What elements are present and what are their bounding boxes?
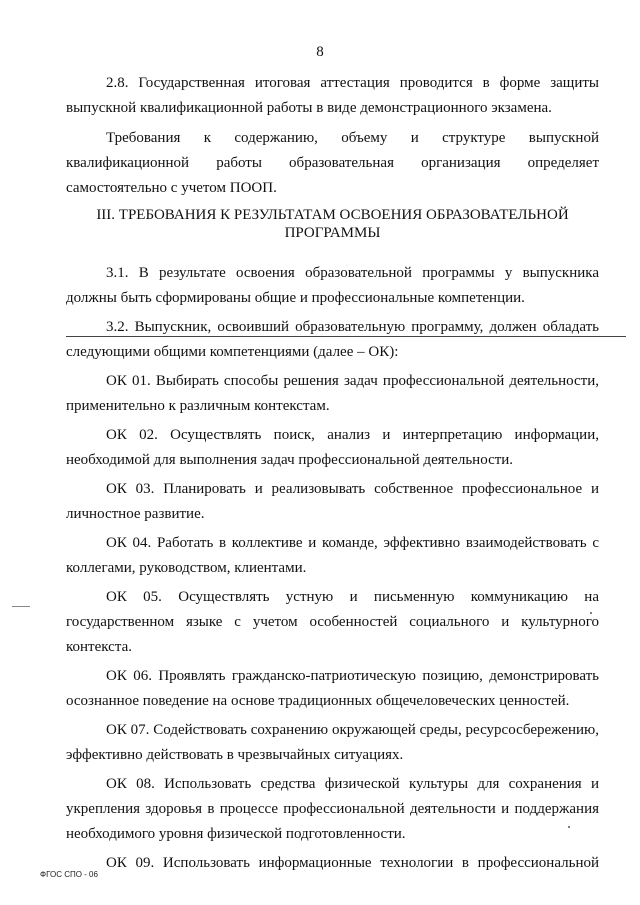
competence-ok-06: ОК 06. Проявлять гражданско-патриотическую позицию, демонстрировать осознанное поведение на основе традиционных общечеловеческих ценностей. — [66, 668, 599, 709]
section-3-body — [66, 261, 599, 876]
section-3-heading-line-2: ПРОГРАММЫ — [284, 225, 381, 241]
paragraph-vkr-requirements: Требования к содержанию, объему и структуре выпускной квалификационной работы образовательная организация определяет самостоятельно с учетом ПООП. — [66, 130, 599, 196]
scan-artifact-line — [66, 336, 626, 337]
scan-artifact-mark — [12, 606, 30, 607]
paragraph-3-2: 3.2. Выпускник, освоивший образовательную программу, должен обладать следующими общими компетенциями (далее – ОК): — [66, 319, 599, 360]
competence-ok-04: ОК 04. Работать в коллективе и команде, эффективно взаимодействовать с коллегами, руководством, клиентами. — [66, 535, 599, 576]
competence-ok-02: ОК 02. Осуществлять поиск, анализ и интерпретацию информации, необходимой для выполнения задач профессиональной деятельности. — [66, 427, 599, 468]
section-2-body — [66, 71, 599, 201]
scan-artifact-dot — [568, 826, 570, 828]
competence-ok-07: ОК 07. Содействовать сохранению окружающей среды, ресурсосбережению, эффективно действовать в чрезвычайных ситуациях. — [66, 722, 599, 763]
page-footer: ФГОС СПО - 06 — [40, 870, 98, 879]
scan-artifact-dot — [590, 612, 592, 614]
competence-ok-05: ОК 05. Осуществлять устную и письменную коммуникацию на государственном языке с учетом особенностей социального и культурного контекста. — [66, 589, 599, 655]
competence-ok-03: ОК 03. Планировать и реализовывать собственное профессиональное и личностное развитие. — [66, 481, 599, 522]
page-number: 8 — [316, 44, 324, 60]
competence-ok-08: ОК 08. Использовать средства физической культуры для сохранения и укрепления здоровья в процессе профессиональной деятельности и поддержания необходимого уровня физической подготовленности. — [66, 776, 599, 842]
competence-ok-01: ОК 01. Выбирать способы решения задач профессиональной деятельности, применительно к различным контекстам. — [66, 373, 599, 414]
paragraph-3-1: 3.1. В результате освоения образовательной программы у выпускника должны быть сформированы общие и профессиональные компетенции. — [66, 265, 599, 306]
section-3-heading — [66, 206, 599, 242]
competence-ok-09: ОК 09. Использовать информационные технологии в профессиональной — [106, 855, 599, 871]
paragraph-2-8: 2.8. Государственная итоговая аттестация проводится в форме защиты выпускной квалификационной работы в виде демонстрационного экзамена. — [66, 75, 599, 116]
section-3-heading-line-1: III. ТРЕБОВАНИЯ К РЕЗУЛЬТАТАМ ОСВОЕНИЯ ОБРАЗОВАТЕЛЬНОЙ — [96, 207, 569, 223]
